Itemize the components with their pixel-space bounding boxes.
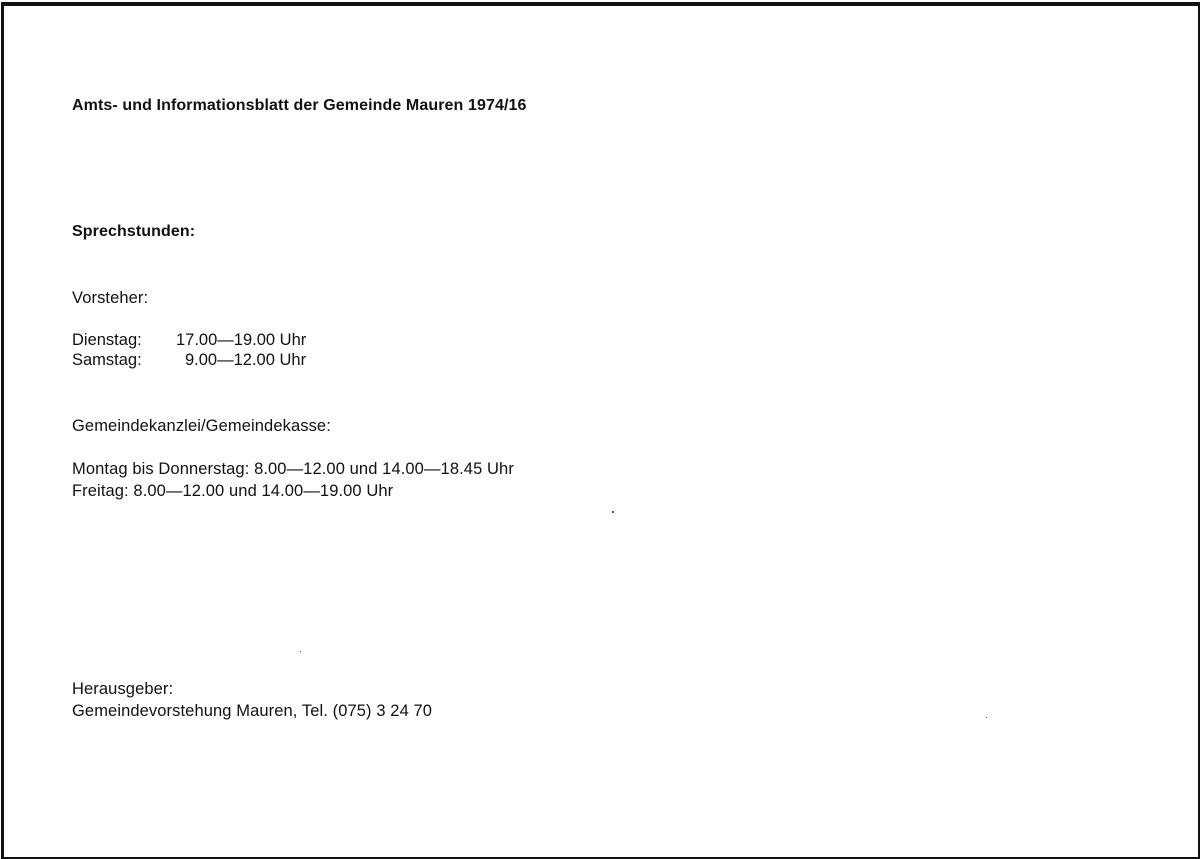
schedule-row-dienstag — [72, 331, 322, 350]
schedule-time: 9.00—12.00 Uhr — [185, 351, 307, 369]
schedule-row-samstag — [72, 351, 331, 370]
vorsteher-label: Vorsteher: — [72, 289, 149, 307]
scan-speck — [300, 651, 301, 652]
scan-speck — [612, 511, 614, 513]
office-hours-heading: Sprechstunden: — [72, 223, 196, 240]
kanzlei-hours-friday: Freitag: 8.00—12.00 und 14.00—19.00 Uhr — [72, 482, 394, 500]
scan-speck — [986, 717, 987, 718]
kanzlei-hours-weekdays: Montag bis Donnerstag: 8.00—12.00 und 14.00—18.45 Uhr — [72, 460, 514, 478]
publisher-label: Herausgeber: — [72, 680, 174, 698]
kanzlei-label: Gemeindekanzlei/Gemeindekasse: — [72, 417, 331, 435]
document-title: Amts- und Informationsblatt der Gemeinde Mauren 1974/16 — [72, 97, 527, 114]
schedule-day: Dienstag: — [72, 331, 142, 349]
schedule-time: 17.00—19.00 Uhr — [176, 331, 307, 349]
publisher-contact: Gemeindevorstehung Mauren, Tel. (075) 3 24 70 — [72, 702, 433, 720]
schedule-day: Samstag: — [72, 351, 142, 369]
